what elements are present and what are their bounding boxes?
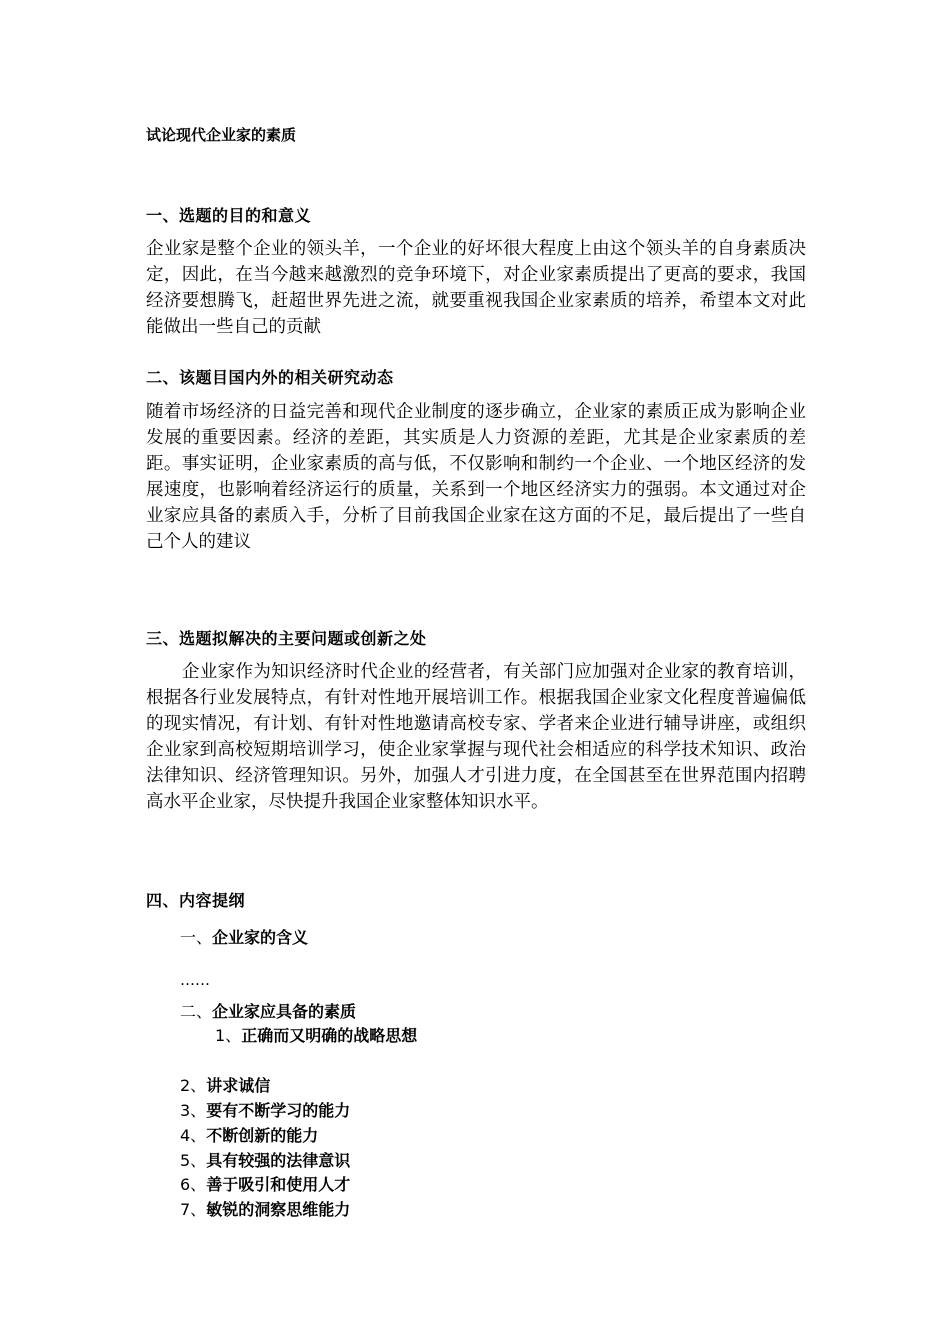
outline-item-5-text: 具有较强的法律意识	[206, 1151, 351, 1170]
outline-item-2-number: 2、	[180, 1076, 207, 1095]
outline-part-2-number: 二、	[180, 1002, 213, 1021]
outline-part-1-number: 一、	[180, 928, 213, 947]
outline-ellipsis: ……	[180, 971, 210, 989]
document-title: 试论现代企业家的素质	[146, 126, 297, 144]
outline-item-1-text: 正确而又明确的战略思想	[241, 1026, 418, 1045]
outline-part-1-text: 企业家的含义	[212, 928, 309, 947]
outline-item-1-number: 1、	[215, 1026, 242, 1045]
section-body-3: 企业家作为知识经济时代企业的经营者，有关部门应加强对企业家的教育培训，根据各行业发展特点，有针对性地开展培训工作。根据我国企业家文化程度普遍偏低的现实情况，有计划、有针对性地邀请高校专家、学者来企业进行辅导讲座，或组织企业家到高校短期培训学习，使企业家掌握与现代社会相适应的科学技术知识、政治法律知识、经济管理知识。另外，加强人才引进力度，在全国甚至在世界范围内招聘高水平企业家，尽快提升我国企业家整体知识水平。	[146, 662, 806, 812]
outline-item-3	[180, 1098, 350, 1121]
section-body-2: 随着市场经济的日益完善和现代企业制度的逐步确立，企业家的素质正成为影响企业发展的重要因素。经济的差距，其实质是人力资源的差距，尤其是企业家素质的差距。事实证明，企业家素质的高与低，不仅影响和制约一个企业、一个地区经济的发展速度，也影响着经济运行的质量，关系到一个地区经济实力的强弱。本文通过对企业家应具备的素质入手，分析了目前我国企业家在这方面的不足，最后提出了一些自己个人的建议	[146, 402, 806, 552]
section-heading-4: 四、内容提纲	[146, 891, 246, 910]
outline-item-3-text: 要有不断学习的能力	[206, 1101, 351, 1120]
outline-item-7-text: 敏锐的洞察思维能力	[206, 1200, 351, 1219]
outline-item-2-text: 讲求诚信	[206, 1076, 271, 1095]
section-heading-1: 一、选题的目的和意义	[146, 206, 312, 225]
outline-item-6-number: 6、	[180, 1175, 207, 1194]
outline-item-1	[215, 1023, 417, 1046]
outline-item-5	[180, 1148, 350, 1171]
section-heading-3: 三、选题拟解决的主要问题或创新之处	[146, 629, 427, 648]
outline-item-4-number: 4、	[180, 1126, 207, 1145]
outline-item-7-number: 7、	[180, 1200, 207, 1219]
section-heading-2: 二、该题目国内外的相关研究动态	[146, 368, 394, 387]
outline-item-7	[180, 1197, 350, 1220]
outline-part-2-text: 企业家应具备的素质	[212, 1002, 357, 1021]
outline-item-4	[180, 1123, 318, 1146]
outline-item-5-number: 5、	[180, 1151, 207, 1170]
section-body-1: 企业家是整个企业的领头羊，一个企业的好坏很大程度上由这个领头羊的自身素质决定，因此，在当今越来越激烈的竞争环境下，对企业家素质提出了更高的要求，我国经济要想腾飞，赶超世界先进之流，就要重视我国企业家素质的培养，希望本文对此能做出一些自己的贡献	[146, 239, 806, 337]
outline-item-6-text: 善于吸引和使用人才	[206, 1175, 351, 1194]
outline-item-6	[180, 1172, 350, 1195]
outline-part-2	[180, 999, 356, 1022]
outline-item-2	[180, 1073, 270, 1096]
outline-item-3-number: 3、	[180, 1101, 207, 1120]
outline-part-1	[180, 925, 308, 948]
outline-item-4-text: 不断创新的能力	[206, 1126, 319, 1145]
